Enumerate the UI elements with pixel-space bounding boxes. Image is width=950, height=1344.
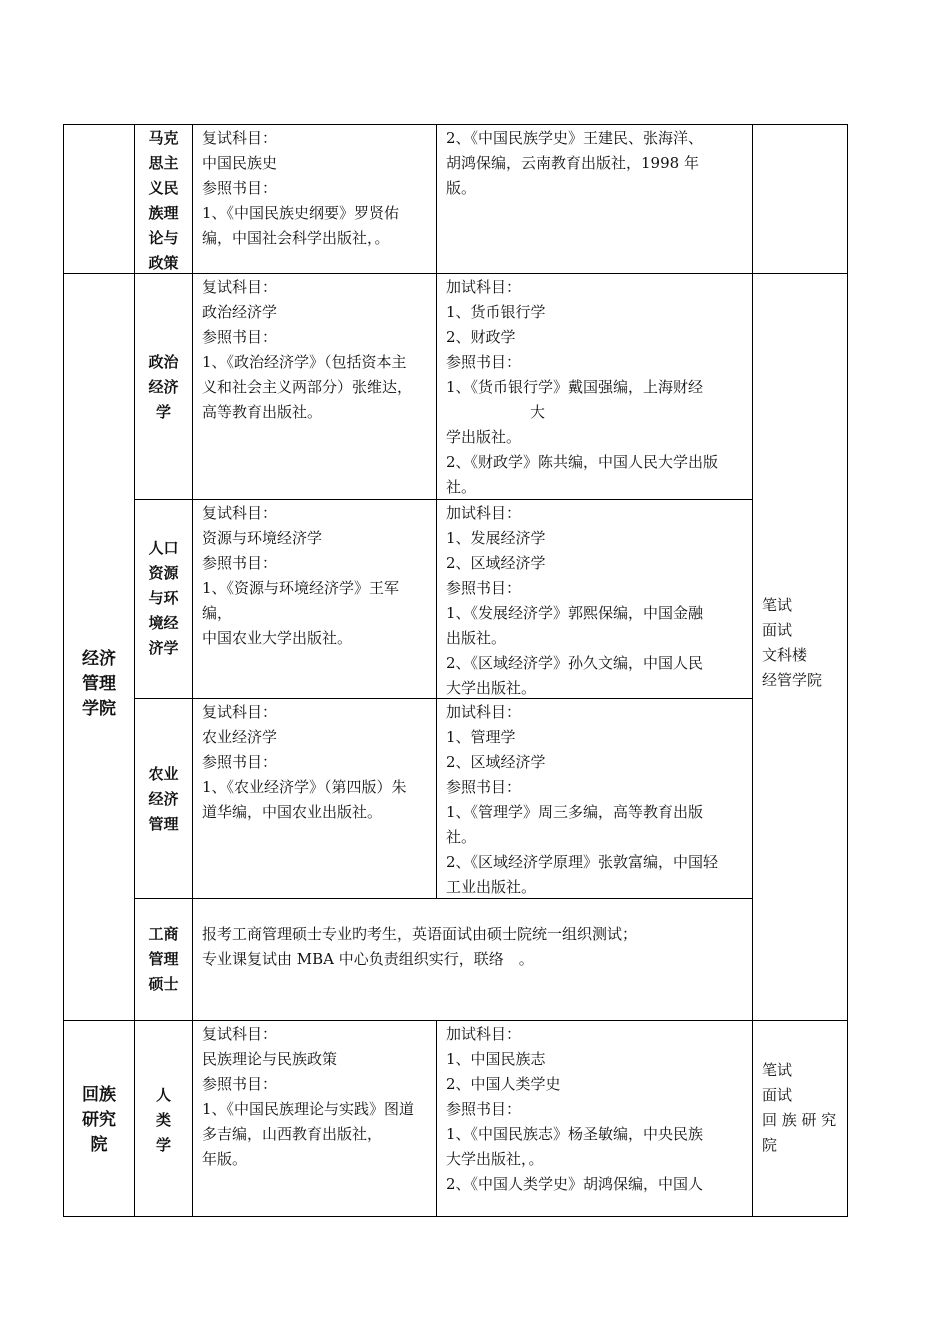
extra-cell-political-economy: 加试科目： 1、货币银行学 2、财政学 参照书目： 1、《货币银行学》戴国强编，上海财经 大 学出版社。 2、《财政学》陈共编，中国人民大学出版 社。 <box>446 278 719 496</box>
retest-cell-population-economics: 复试科目： 资源与环境经济学 参照书目： 1、《资源与环境经济学》王军 编， 中国农业大学出版社。 <box>202 504 400 647</box>
mba-note-cell: 报考工商管理硕士专业旳考生，英语面试由硕士院统一组织测试； 专业课复试由 MBA 中心负责组织实行，联络 。 <box>202 925 638 968</box>
major-name-anthropology: 人 类 学 <box>155 1086 171 1154</box>
major-name-mba: 工商 管理 硕士 <box>148 925 179 993</box>
extra-cell-agricultural-economics: 加试科目： 1、管理学 2、区域经济学 参照书目： 1、《管理学》周三多编，高等教育出版 社。 2、《区域经济学原理》张敦富编，中国轻 工业出版社。 <box>446 703 719 896</box>
extra-cell-marxism: 2、《中国民族学史》王建民、张海洋、 胡鸿保编，云南教育出版社，1998 年 版。 <box>446 129 704 197</box>
major-name-population-economics: 人口 资源 与环 境经 济学 <box>148 539 179 657</box>
extra-cell-anthropology: 加试科目： 1、中国民族志 2、中国人类学史 参照书目： 1、《中国民族志》杨圣敏编，中央民族 大学出版社，。 2、《中国人类学史》胡鸿保编，中国人 <box>446 1025 704 1193</box>
exam-note-econ: 笔试 面试 文科楼 经管学院 <box>762 596 823 689</box>
college-name-econ: 经济 管理 学院 <box>82 649 116 719</box>
table-row-divider <box>63 1020 848 1021</box>
table-border-top <box>63 124 848 125</box>
college-name-hui: 回族 研究 院 <box>82 1085 116 1155</box>
extra-cell-population-economics: 加试科目： 1、发展经济学 2、区域经济学 参照书目： 1、《发展经济学》郭熙保编，中国金融 出版社。 2、《区域经济学》孙久文编，中国人民 大学出版社。 <box>446 504 704 697</box>
retest-cell-political-economy: 复试科目： 政治经济学 参照书目： 1、《政治经济学》（包括资本主 义和社会主义两部分）张维达， 高等教育出版社。 <box>202 278 413 421</box>
table-col-divider <box>134 124 135 1217</box>
table-col-divider <box>192 124 193 1217</box>
retest-cell-agricultural-economics: 复试科目： 农业经济学 参照书目： 1、《农业经济学》（第四版）朱 道华编，中国农业出版社。 <box>202 703 407 821</box>
major-name-agricultural-economics: 农业 经济 管理 <box>148 765 179 833</box>
major-name-marxism: 马克 思主 义民 族理 论与 政策 <box>148 129 179 272</box>
table-border-right <box>847 124 848 1217</box>
exam-note-hui: 笔试 面试 回 族 研 究 院 <box>762 1061 837 1154</box>
retest-cell-marxism: 复试科目： 中国民族史 参照书目： 1、《中国民族史纲要》罗贤佑 编，中国社会科学出版社，。 <box>202 129 400 247</box>
retest-cell-anthropology: 复试科目： 民族理论与民族政策 参照书目： 1、《中国民族理论与实践》图道 多吉编，山西教育出版社， 年版。 <box>202 1025 415 1168</box>
major-name-political-economy: 政治 经济 学 <box>148 353 179 421</box>
table-border-bottom <box>63 1216 848 1217</box>
